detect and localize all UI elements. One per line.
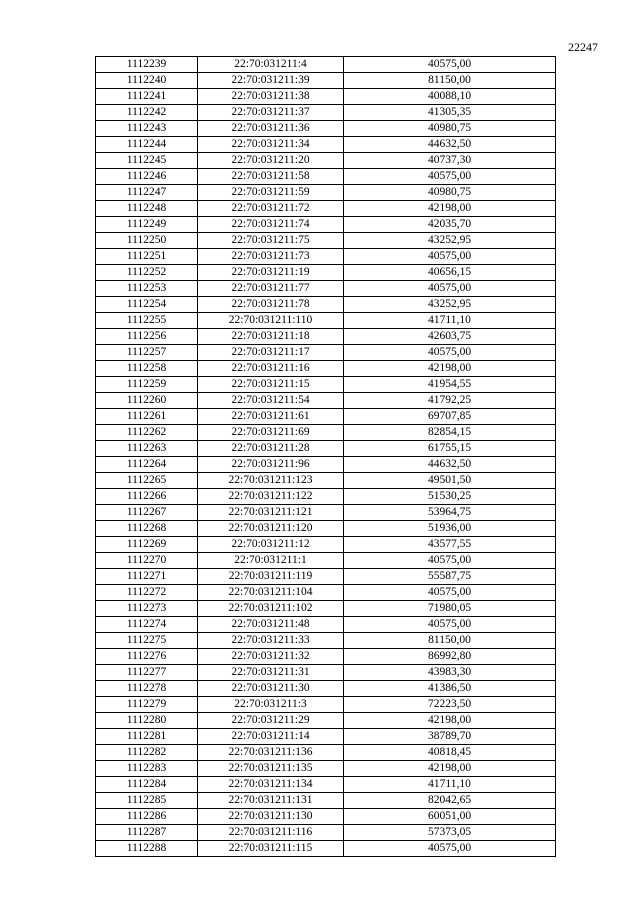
row-number-cell: 1112288 [96, 841, 198, 857]
cadastral-value-cell: 41305,35 [344, 105, 556, 121]
table-row [96, 649, 556, 665]
table-row [96, 329, 556, 345]
cadastral-value-cell: 43252,95 [344, 233, 556, 249]
row-number-cell: 1112284 [96, 777, 198, 793]
table-row [96, 57, 556, 73]
table-row [96, 777, 556, 793]
table-row [96, 505, 556, 521]
table-row [96, 121, 556, 137]
table-row [96, 489, 556, 505]
cadastral-value-cell: 40575,00 [344, 345, 556, 361]
cadastral-number-cell: 22:70:031211:38 [198, 89, 344, 105]
cadastral-number-cell: 22:70:031211:136 [198, 745, 344, 761]
row-number-cell: 1112242 [96, 105, 198, 121]
cadastral-number-cell: 22:70:031211:104 [198, 585, 344, 601]
table-row [96, 169, 556, 185]
cadastral-value-cell: 43983,30 [344, 665, 556, 681]
cadastral-value-cell: 81150,00 [344, 633, 556, 649]
table-row [96, 553, 556, 569]
cadastral-value-cell: 44632,50 [344, 457, 556, 473]
row-number-cell: 1112287 [96, 825, 198, 841]
cadastral-number-cell: 22:70:031211:1 [198, 553, 344, 569]
cadastral-value-cell: 72223,50 [344, 697, 556, 713]
row-number-cell: 1112264 [96, 457, 198, 473]
table-row [96, 297, 556, 313]
cadastral-number-cell: 22:70:031211:48 [198, 617, 344, 633]
cadastral-value-cell: 40088,10 [344, 89, 556, 105]
cadastral-value-cell: 82854,15 [344, 425, 556, 441]
table-row [96, 137, 556, 153]
cadastral-value-cell: 41386,50 [344, 681, 556, 697]
cadastral-number-cell: 22:70:031211:74 [198, 217, 344, 233]
table-row [96, 521, 556, 537]
table-row [96, 761, 556, 777]
table-row [96, 153, 556, 169]
cadastral-number-cell: 22:70:031211:78 [198, 297, 344, 313]
row-number-cell: 1112273 [96, 601, 198, 617]
table-row [96, 473, 556, 489]
cadastral-value-cell: 40575,00 [344, 585, 556, 601]
cadastral-value-cell: 41954,55 [344, 377, 556, 393]
table-row [96, 185, 556, 201]
row-number-cell: 1112266 [96, 489, 198, 505]
cadastral-value-cell: 42603,75 [344, 329, 556, 345]
cadastral-value-cell: 40575,00 [344, 249, 556, 265]
cadastral-value-cell: 40575,00 [344, 553, 556, 569]
cadastral-value-cell: 51936,00 [344, 521, 556, 537]
cadastral-number-cell: 22:70:031211:102 [198, 601, 344, 617]
cadastral-number-cell: 22:70:031211:37 [198, 105, 344, 121]
cadastral-value-cell: 42198,00 [344, 761, 556, 777]
table-row [96, 617, 556, 633]
cadastral-number-cell: 22:70:031211:3 [198, 697, 344, 713]
row-number-cell: 1112247 [96, 185, 198, 201]
row-number-cell: 1112251 [96, 249, 198, 265]
cadastral-number-cell: 22:70:031211:120 [198, 521, 344, 537]
cadastral-number-cell: 22:70:031211:29 [198, 713, 344, 729]
table-row [96, 249, 556, 265]
row-number-cell: 1112275 [96, 633, 198, 649]
cadastral-number-cell: 22:70:031211:19 [198, 265, 344, 281]
row-number-cell: 1112271 [96, 569, 198, 585]
cadastral-value-cell: 40818,45 [344, 745, 556, 761]
row-number-cell: 1112259 [96, 377, 198, 393]
cadastral-number-cell: 22:70:031211:18 [198, 329, 344, 345]
cadastral-value-cell: 40737,30 [344, 153, 556, 169]
cadastral-number-cell: 22:70:031211:39 [198, 73, 344, 89]
table-row [96, 201, 556, 217]
cadastral-number-cell: 22:70:031211:31 [198, 665, 344, 681]
row-number-cell: 1112252 [96, 265, 198, 281]
table-row [96, 537, 556, 553]
cadastral-number-cell: 22:70:031211:4 [198, 57, 344, 73]
cadastral-value-cell: 44632,50 [344, 137, 556, 153]
row-number-cell: 1112281 [96, 729, 198, 745]
table-row [96, 841, 556, 857]
table-row [96, 441, 556, 457]
row-number-cell: 1112282 [96, 745, 198, 761]
cadastral-number-cell: 22:70:031211:58 [198, 169, 344, 185]
row-number-cell: 1112261 [96, 409, 198, 425]
cadastral-value-cell: 60051,00 [344, 809, 556, 825]
row-number-cell: 1112249 [96, 217, 198, 233]
page-number: 22247 [568, 40, 598, 54]
cadastral-value-cell: 41711,10 [344, 777, 556, 793]
cadastral-number-cell: 22:70:031211:12 [198, 537, 344, 553]
cadastral-number-cell: 22:70:031211:77 [198, 281, 344, 297]
row-number-cell: 1112248 [96, 201, 198, 217]
cadastral-number-cell: 22:70:031211:34 [198, 137, 344, 153]
cadastral-value-cell: 41792,25 [344, 393, 556, 409]
table-row [96, 601, 556, 617]
table-row [96, 793, 556, 809]
table-row [96, 313, 556, 329]
cadastral-value-cell: 69707,85 [344, 409, 556, 425]
cadastral-number-cell: 22:70:031211:116 [198, 825, 344, 841]
cadastral-number-cell: 22:70:031211:28 [198, 441, 344, 457]
cadastral-number-cell: 22:70:031211:15 [198, 377, 344, 393]
cadastral-value-cell: 43577,55 [344, 537, 556, 553]
cadastral-number-cell: 22:70:031211:61 [198, 409, 344, 425]
cadastral-number-cell: 22:70:031211:17 [198, 345, 344, 361]
row-number-cell: 1112280 [96, 713, 198, 729]
table-body [96, 57, 556, 857]
cadastral-value-cell: 55587,75 [344, 569, 556, 585]
cadastral-number-cell: 22:70:031211:36 [198, 121, 344, 137]
table-row [96, 233, 556, 249]
table-row [96, 89, 556, 105]
cadastral-value-cell: 40575,00 [344, 169, 556, 185]
table-row [96, 345, 556, 361]
table-row [96, 809, 556, 825]
row-number-cell: 1112278 [96, 681, 198, 697]
table-row [96, 729, 556, 745]
cadastral-number-cell: 22:70:031211:135 [198, 761, 344, 777]
cadastral-number-cell: 22:70:031211:134 [198, 777, 344, 793]
row-number-cell: 1112263 [96, 441, 198, 457]
row-number-cell: 1112255 [96, 313, 198, 329]
cadastral-number-cell: 22:70:031211:16 [198, 361, 344, 377]
cadastral-value-cell: 42035,70 [344, 217, 556, 233]
row-number-cell: 1112241 [96, 89, 198, 105]
cadastral-number-cell: 22:70:031211:75 [198, 233, 344, 249]
cadastral-number-cell: 22:70:031211:69 [198, 425, 344, 441]
table-row [96, 105, 556, 121]
cadastral-value-cell: 40980,75 [344, 185, 556, 201]
table-row [96, 665, 556, 681]
cadastral-value-cell: 40575,00 [344, 281, 556, 297]
row-number-cell: 1112257 [96, 345, 198, 361]
table-row [96, 745, 556, 761]
table-row [96, 265, 556, 281]
row-number-cell: 1112283 [96, 761, 198, 777]
cadastral-value-cell: 57373,05 [344, 825, 556, 841]
row-number-cell: 1112258 [96, 361, 198, 377]
table-row [96, 569, 556, 585]
cadastral-value-cell: 43252,95 [344, 297, 556, 313]
row-number-cell: 1112268 [96, 521, 198, 537]
cadastral-value-cell: 71980,05 [344, 601, 556, 617]
cadastral-value-cell: 53964,75 [344, 505, 556, 521]
cadastral-value-cell: 40980,75 [344, 121, 556, 137]
cadastral-value-cell: 86992,80 [344, 649, 556, 665]
row-number-cell: 1112274 [96, 617, 198, 633]
cadastral-value-cell: 61755,15 [344, 441, 556, 457]
cadastral-value-cell: 42198,00 [344, 713, 556, 729]
row-number-cell: 1112244 [96, 137, 198, 153]
row-number-cell: 1112253 [96, 281, 198, 297]
cadastral-value-cell: 41711,10 [344, 313, 556, 329]
row-number-cell: 1112262 [96, 425, 198, 441]
row-number-cell: 1112245 [96, 153, 198, 169]
row-number-cell: 1112285 [96, 793, 198, 809]
cadastral-number-cell: 22:70:031211:96 [198, 457, 344, 473]
row-number-cell: 1112270 [96, 553, 198, 569]
cadastral-number-cell: 22:70:031211:14 [198, 729, 344, 745]
row-number-cell: 1112286 [96, 809, 198, 825]
cadastral-number-cell: 22:70:031211:131 [198, 793, 344, 809]
cadastral-number-cell: 22:70:031211:59 [198, 185, 344, 201]
cadastral-number-cell: 22:70:031211:54 [198, 393, 344, 409]
table-row [96, 377, 556, 393]
table-row [96, 217, 556, 233]
row-number-cell: 1112239 [96, 57, 198, 73]
row-number-cell: 1112267 [96, 505, 198, 521]
cadastral-number-cell: 22:70:031211:72 [198, 201, 344, 217]
cadastral-number-cell: 22:70:031211:33 [198, 633, 344, 649]
table-row [96, 457, 556, 473]
row-number-cell: 1112240 [96, 73, 198, 89]
cadastral-number-cell: 22:70:031211:130 [198, 809, 344, 825]
row-number-cell: 1112246 [96, 169, 198, 185]
cadastral-value-cell: 42198,00 [344, 361, 556, 377]
cadastral-number-cell: 22:70:031211:122 [198, 489, 344, 505]
row-number-cell: 1112250 [96, 233, 198, 249]
cadastral-value-table [95, 56, 556, 857]
cadastral-value-cell: 81150,00 [344, 73, 556, 89]
row-number-cell: 1112254 [96, 297, 198, 313]
row-number-cell: 1112256 [96, 329, 198, 345]
table-row [96, 425, 556, 441]
cadastral-value-cell: 40575,00 [344, 617, 556, 633]
row-number-cell: 1112260 [96, 393, 198, 409]
table-row [96, 361, 556, 377]
cadastral-value-cell: 82042,65 [344, 793, 556, 809]
table-row [96, 73, 556, 89]
cadastral-number-cell: 22:70:031211:121 [198, 505, 344, 521]
cadastral-number-cell: 22:70:031211:30 [198, 681, 344, 697]
row-number-cell: 1112277 [96, 665, 198, 681]
table-row [96, 681, 556, 697]
row-number-cell: 1112269 [96, 537, 198, 553]
cadastral-value-cell: 42198,00 [344, 201, 556, 217]
row-number-cell: 1112243 [96, 121, 198, 137]
table-row [96, 281, 556, 297]
row-number-cell: 1112265 [96, 473, 198, 489]
cadastral-number-cell: 22:70:031211:73 [198, 249, 344, 265]
table-row [96, 409, 556, 425]
row-number-cell: 1112272 [96, 585, 198, 601]
table-row [96, 585, 556, 601]
cadastral-number-cell: 22:70:031211:32 [198, 649, 344, 665]
cadastral-number-cell: 22:70:031211:123 [198, 473, 344, 489]
cadastral-value-cell: 40575,00 [344, 841, 556, 857]
row-number-cell: 1112276 [96, 649, 198, 665]
table-row [96, 393, 556, 409]
cadastral-number-cell: 22:70:031211:20 [198, 153, 344, 169]
cadastral-value-cell: 40575,00 [344, 57, 556, 73]
cadastral-number-cell: 22:70:031211:110 [198, 313, 344, 329]
cadastral-value-cell: 38789,70 [344, 729, 556, 745]
table-row [96, 633, 556, 649]
cadastral-number-cell: 22:70:031211:115 [198, 841, 344, 857]
cadastral-number-cell: 22:70:031211:119 [198, 569, 344, 585]
table-row [96, 713, 556, 729]
row-number-cell: 1112279 [96, 697, 198, 713]
cadastral-value-cell: 49501,50 [344, 473, 556, 489]
table-row [96, 825, 556, 841]
table-row [96, 697, 556, 713]
cadastral-value-cell: 40656,15 [344, 265, 556, 281]
cadastral-value-cell: 51530,25 [344, 489, 556, 505]
